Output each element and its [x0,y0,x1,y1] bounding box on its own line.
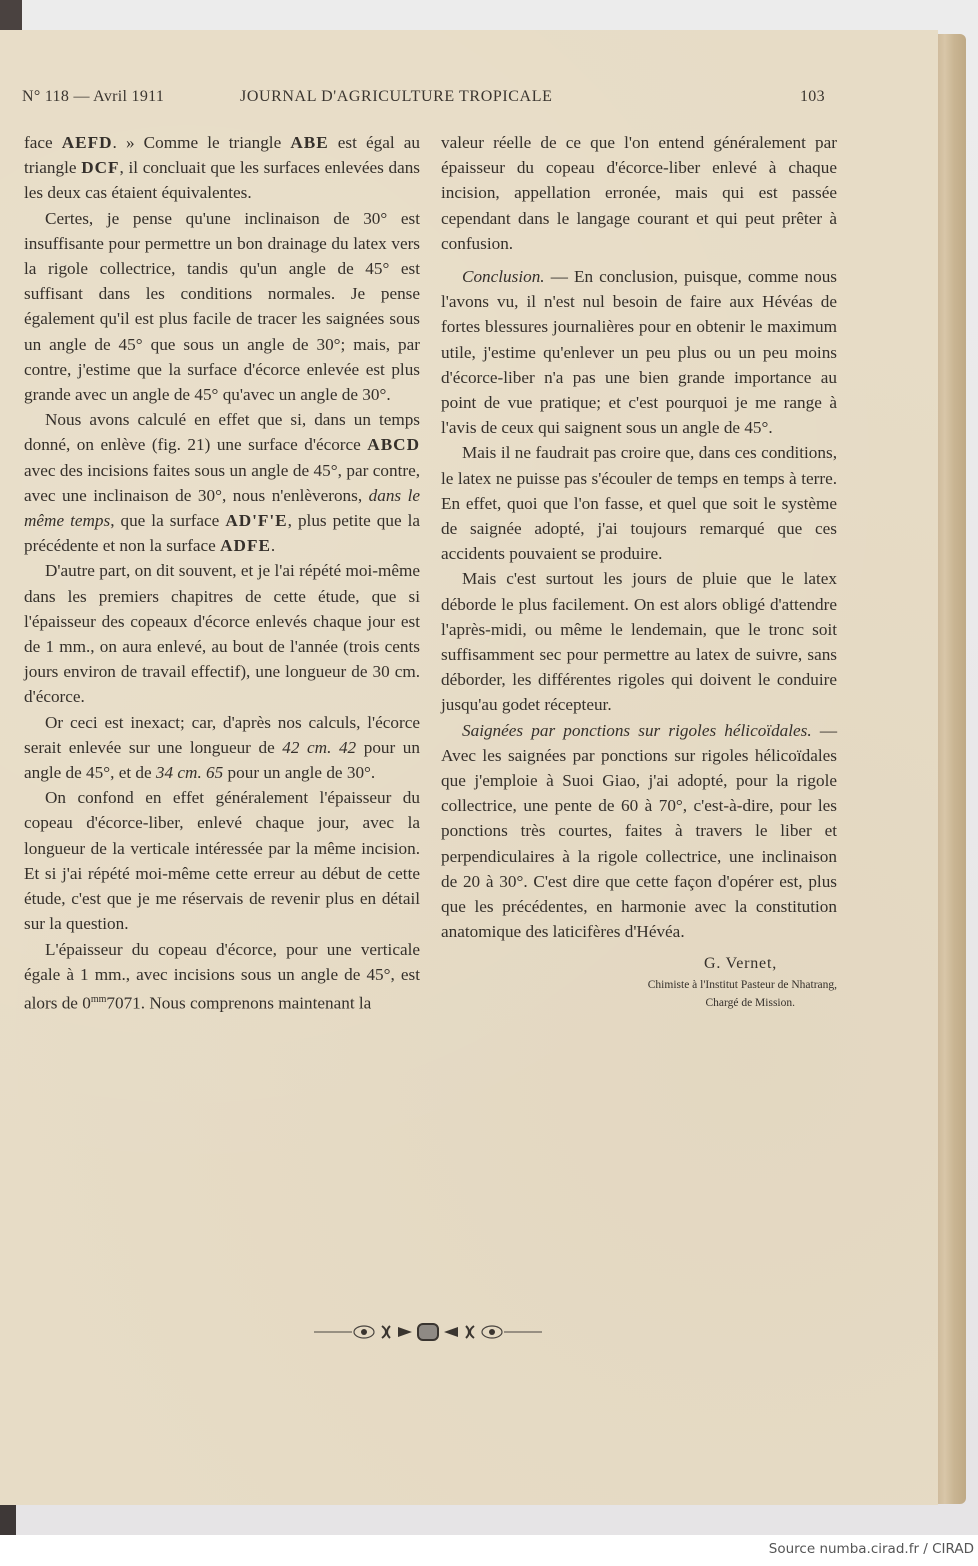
paragraph: Or ceci est inexact; car, d'après nos calculs, l'écorce serait enlevée sur une longueur de 42 cm. 42 pour un angle de 45°, et de 34 cm. 65 pour un angle de 30°. [24,712,420,783]
paragraph: Mais il ne faudrait pas croire que, dans ces conditions, le latex ne puisse pas s'écouler de temps en temps à terre. En effet, quoi que l'on fasse, et quel que soit le système de saignée adopté, j'ai toujours remarqué que ces accidents pouvaient se produire. [441,443,837,564]
paragraph: L'épaisseur du copeau d'écorce, pour une verticale égale à 1 mm., avec incisions sous un angle de 45°, est alors de $0^{mm}7071$. Nous comprenons maintenant la [24,939,420,1013]
fleuron-divider-icon [312,1320,544,1344]
journal-title: JOURNAL D'AGRICULTURE TROPICALE [240,88,553,105]
paragraph: face AEFD. » Comme le triangle ABE est égal au triangle DCF, il concluait que les surfaces enlevées dans les deux cas étaient équivalentes. [24,133,420,203]
author-signature: G. Vernet, [703,954,777,972]
source-credit: Source numba.cirad.fr / CIRAD [768,1541,974,1557]
issue-label: N° 118 — Avril 1911 [22,88,165,105]
author-title: Chimiste à l'Institut Pasteur de Nhatrang, [647,978,837,991]
paragraph: Nous avons calculé en effet que si, dans un temps donné, on enlève (fig. 21) une surface d'écorce ABCD avec des incisions faites sous un angle de 45°, par contre, avec une inclinaison de 30°, nous n'enlèverons, dans le même temps, que la surface AD'F'E, plus petite que la précédente et non la surface ADFE. [24,410,420,556]
paragraph: Conclusion. — En conclusion, puisque, comme nous l'avons vu, il n'est nul besoin de faire aux Hévéas de fortes blessures journalières pour en obtenir le maximum utile, j'estime qu'enlever un peu plus ou un peu moins d'écorce-liber n'a pas une bien grande importance au point de vue pratique; et c'est pourquoi je me range à l'avis de ceux qui saignent sous un angle de 45°. [441,267,837,438]
paragraph: Mais c'est surtout les jours de pluie que le latex déborde le plus facilement. On est alors obligé d'attendre l'après-midi, ou même le lendemain, que le tronc soit suffisamment sec pour permettre au latex de suivre, sans déborder, les différentes rigoles qui doivent le conduire jusqu'au godet récepteur. [441,569,837,715]
right-column [441,130,837,1012]
binding-shadow-top [0,0,22,30]
author-role: Chargé de Mission. [705,996,795,1009]
paragraph: Saignées par ponctions sur rigoles hélicoïdales. — Avec les saignées par ponctions sur rigoles hélicoïdales que j'emploie à Suoi Giao, j'ai adopté, pour la rigole collectrice, une pente de 60 à 70°, c'est-à-dire, pour les ponctions très courtes, faites à travers le liber et perpendiculaires à la rigole collectrice, une inclinaison de 20 à 30°. C'est dire que cette façon d'opérer est, plus que les précédentes, en harmonie avec la constitution anatomique des laticifères d'Hévéa. [441,720,837,942]
paragraph: Certes, je pense qu'une inclinaison de 30° est insuffisante pour permettre un bon drainage du latex vers la rigole collectrice, tandis qu'un angle de 45° est suffisant dans les conditions normales. Je pense également qu'il est plus facile de tracer les saignées sous un angle de 45° que sous un angle de 30°; mais, par contre, j'estime que la surface d'écorce enlevée est plus grande avec un angle de 45° qu'avec un angle de 30°. [24,208,420,405]
paragraph: D'autre part, on dit souvent, et je l'ai répété moi-même dans les premiers chapitres de cette étude, que si l'épaisseur des copeaux d'écorce enlevés chaque jour est de 1 mm., on aura enlevé, au bout de l'année (trois cents jours environ de travail effectif), une longueur de 30 cm. d'écorce. [24,561,420,707]
running-header [22,88,825,114]
section-heading: Saignées par ponctions sur rigoles hélicoïdales. [462,720,812,740]
binding-shadow-bottom [0,1505,16,1535]
paragraph: On confond en effet généralement l'épaisseur du copeau d'écorce-liber, enlevé chaque jour, avec la longueur de la verticale intéressée par la même incision. Et si j'ai répété moi-même cette erreur au début de cette étude, c'est que je me réservais de revenir plus en détail sur la question. [24,788,420,934]
page-number: 103 [800,88,825,105]
page-stack-edge [936,34,966,1504]
paragraph: valeur réelle de ce que l'on entend généralement par épaisseur du copeau d'écorce-liber enlevé à chaque incision, appellation erronée, mais qui est passée cependant dans le langage courant et qui peut prêter à confusion. [441,133,837,253]
left-column [24,130,420,1016]
section-heading: Conclusion. [462,267,545,287]
